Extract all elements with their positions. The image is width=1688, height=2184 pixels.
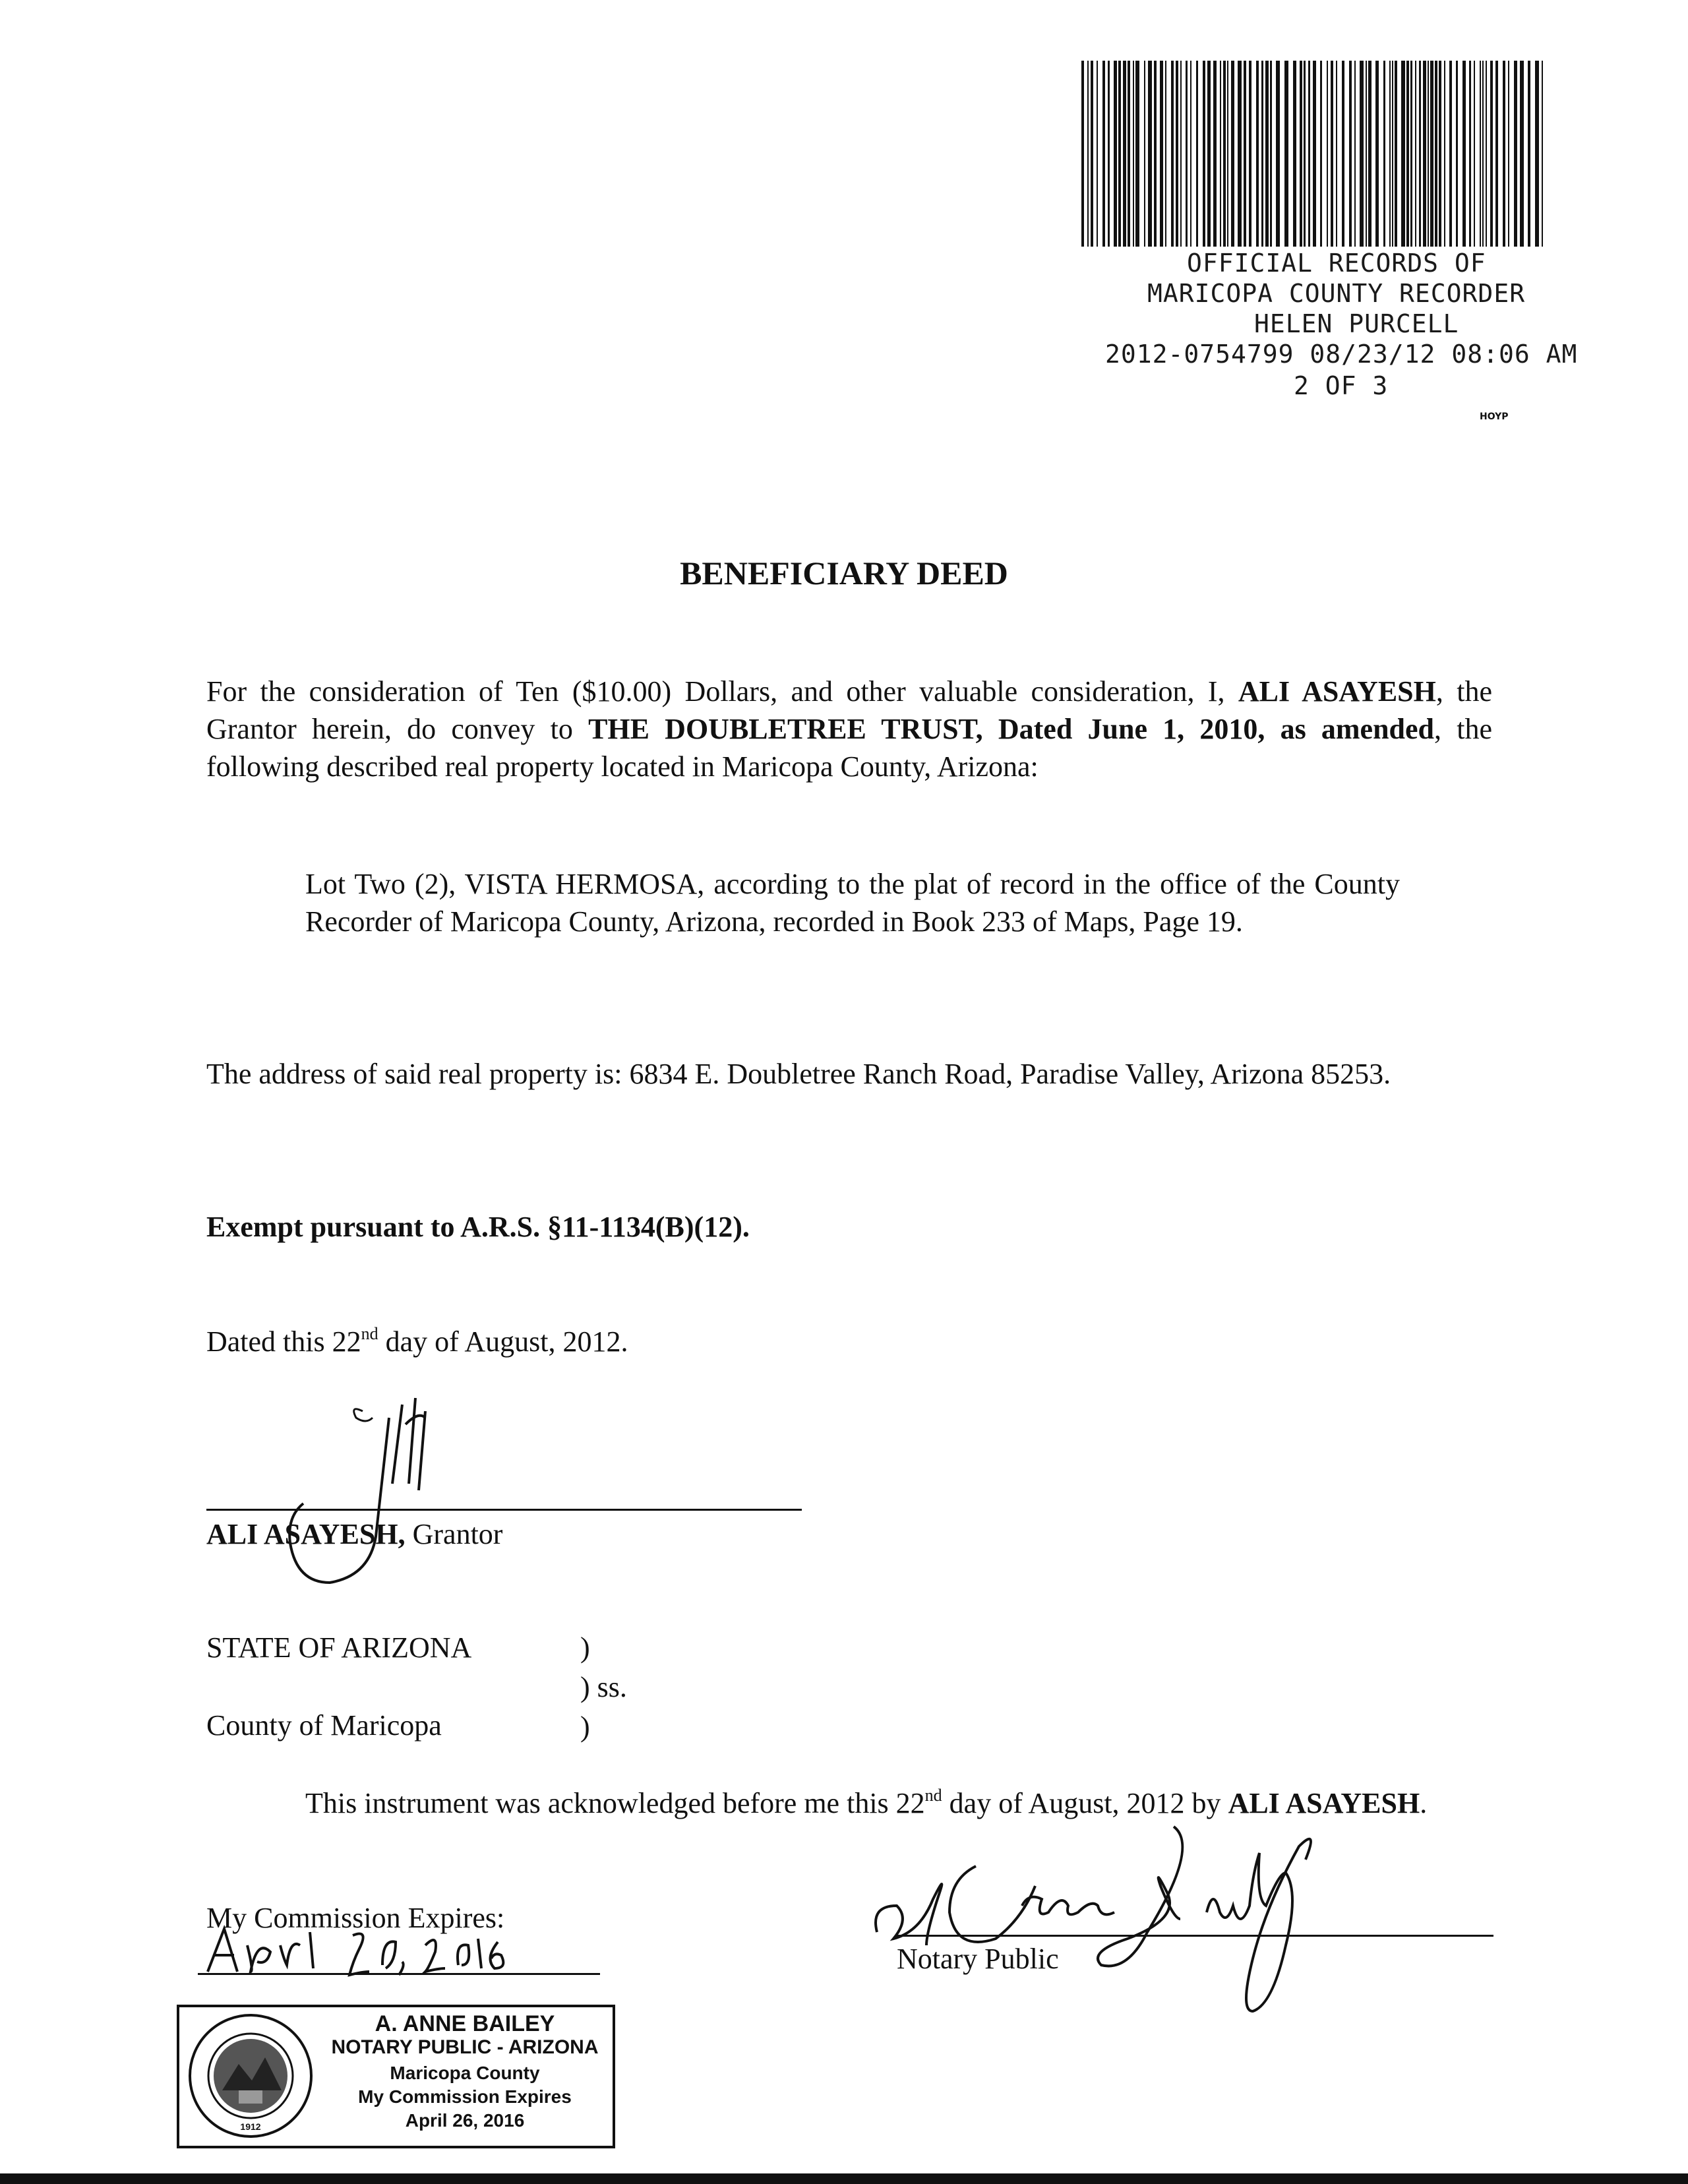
notary-name: A. ANNE BAILEY [375, 2011, 555, 2036]
notary-signature-line [897, 1935, 1493, 1937]
trust-name: THE DOUBLETREE TRUST, Dated June 1, 2010, as amended [588, 713, 1435, 745]
venue-bracket: ) [580, 1631, 590, 1664]
exemption-statement: Exempt pursuant to A.R.S. §11-1134(B)(12). [206, 1211, 750, 1243]
svg-text:1912: 1912 [240, 2121, 261, 2132]
handwritten-commission-date [201, 1926, 544, 1978]
commission-date-line [198, 1973, 600, 1975]
state-seal [186, 2011, 315, 2140]
property-address: The address of said real property is: 6834 E. Doubletree Ranch Road, Paradise Valley, Arizona 85253. [206, 1058, 1391, 1090]
barcode [1081, 61, 1544, 247]
grantor-signature [277, 1385, 488, 1583]
notary-title: NOTARY PUBLIC - ARIZONA [331, 2036, 599, 2058]
recorder-stamp-line: MARICOPA COUNTY RECORDER [1147, 279, 1526, 308]
recorder-stamp-line: OFFICIAL RECORDS OF [1187, 249, 1486, 278]
grantor-name: ALI ASAYESH [1238, 675, 1436, 708]
venue-bracket: ) [580, 1711, 590, 1743]
notary-public-label: Notary Public [897, 1943, 1059, 1975]
acknowledgment-paragraph: This instrument was acknowledged before me this 22nd day of August, 2012 by ALI ASAYESH. [305, 1786, 1428, 1819]
notary-expires-date: April 26, 2016 [405, 2110, 525, 2131]
dated-line: Dated this 22nd day of August, 2012. [206, 1324, 628, 1358]
recorder-code: HOYP [1480, 411, 1509, 422]
notary-expires-label: My Commission Expires [358, 2086, 572, 2107]
grantor-signature-label: ALI ASAYESH, Grantor [206, 1518, 503, 1550]
grantor-signature-line [206, 1509, 802, 1511]
page-count: 2 OF 3 [1294, 371, 1389, 400]
notary-county: Maricopa County [390, 2063, 540, 2083]
document-title: BENEFICIARY DEED [680, 555, 1008, 592]
venue-ss: ) ss. [580, 1671, 627, 1703]
scan-edge [0, 2173, 1688, 2184]
recorder-name: HELEN PURCELL [1254, 309, 1459, 338]
notary-signature [864, 1807, 1457, 2024]
venue-county: County of Maricopa [206, 1709, 442, 1742]
venue-state: STATE OF ARIZONA [206, 1631, 472, 1664]
recording-number-timestamp: 2012-0754799 08/23/12 08:06 AM [1105, 340, 1578, 369]
acknowledged-party: ALI ASAYESH [1228, 1787, 1420, 1819]
commission-expires-label: My Commission Expires: [206, 1902, 505, 1934]
legal-description: Lot Two (2), VISTA HERMOSA, according to the plat of record in the office of the County Recorder of Maricopa County, Arizona, recorded in Book 233 of Maps, Page 19. [305, 868, 1400, 938]
consideration-paragraph: For the consideration of Ten ($10.00) Dollars, and other valuable consideration, I, ALI ASAYESH, the Grantor herein, do convey to THE DOUBLETREE TRUST, Dated June 1, 2010, as amended, the following described real property located in Maricopa County, Arizona: [206, 675, 1492, 783]
